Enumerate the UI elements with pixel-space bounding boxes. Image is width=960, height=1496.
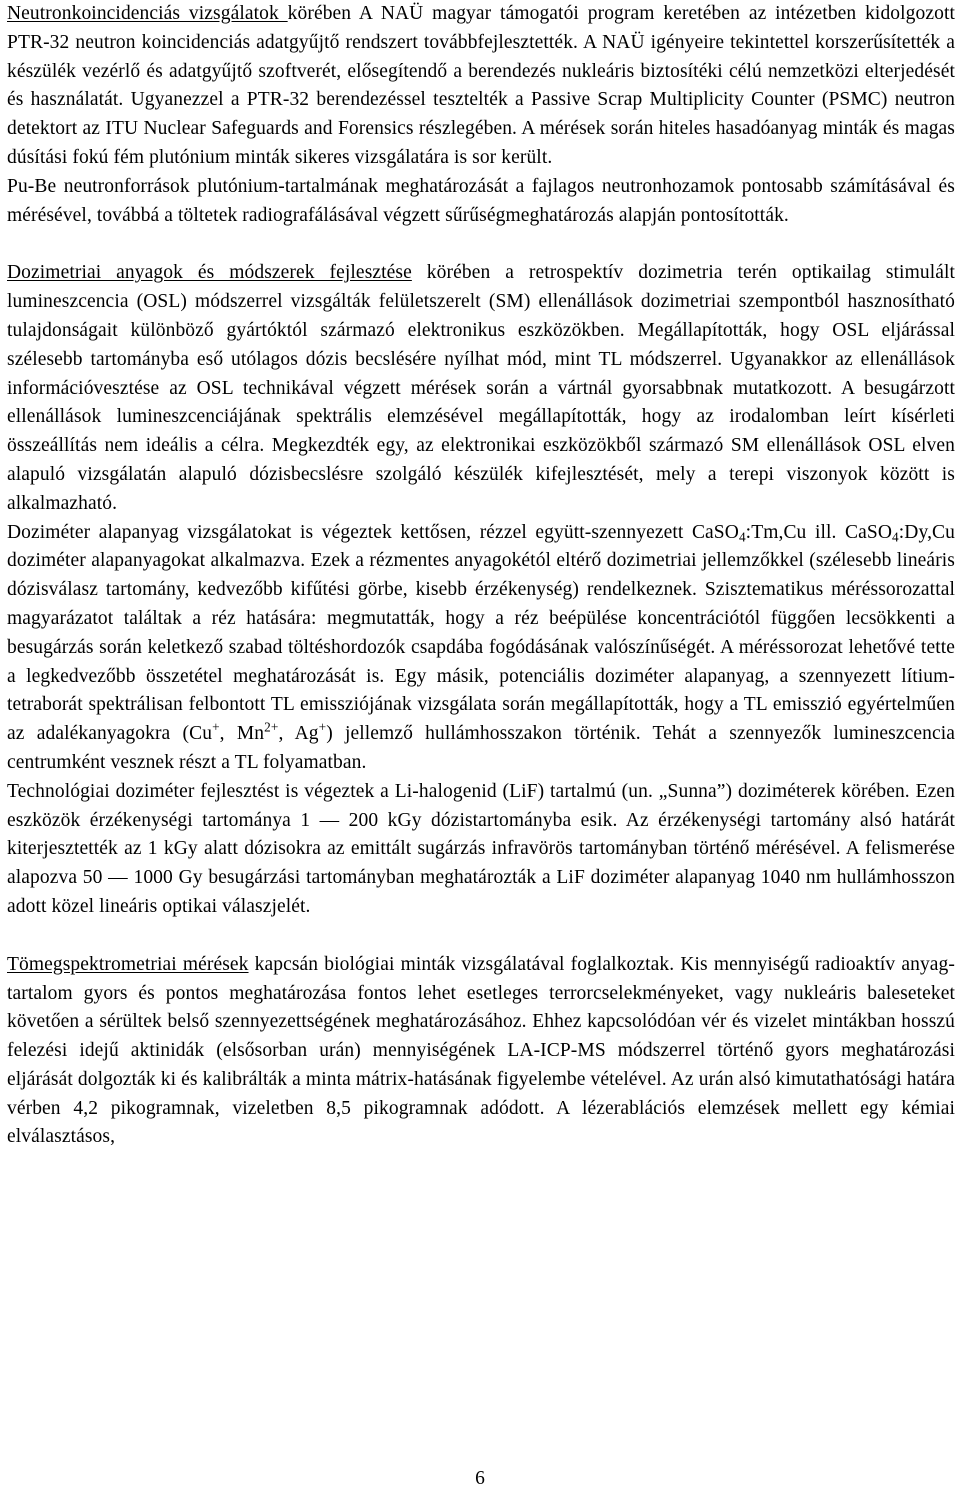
- paragraph-dosimeter-base-materials: [7, 519, 955, 778]
- document-page: [7, 0, 955, 1152]
- paragraph-text: körében a retrospektív dozimetria terén optikailag stimulált lumineszcencia (OSL) módszerrel vizsgálták felületszerelt (SM) ellenállások dozimetriai szempontból hasznosítható tulajdonságait különböző gyártóktól származó elektronikus eszközökben. Megállapították, hogy OSL eljárással szélesebb tartományba eső utólagos dózis becslésére nyílhat mód, mint TL módszerrel. Ugyanakkor az ellenállások információvesztése az OSL technikával végzett mérések során a vártnál gyorsabbnak mutatkozott. A besugárzott ellenállások lumineszcenciájának spektrális elemzésével megállapították, hogy az irodalomban leírt kísérleti összeállítás nem ideális a célra. Megkezdték egy, az elektronikai eszközökből származó SM ellenállások OSL elven alapuló vizsgálatán alapuló dózisbecslésre szolgáló készülék kifejlesztését, mely a terepi viszonyok között is alkalmazható.: [7, 262, 956, 514]
- superscript: 2+: [264, 719, 279, 735]
- paragraph-text: Pu-Be neutronforrások plutónium-tartalmának meghatározását a fajlagos neutronhozamok pontosabb számításával és mérésével, továbbá a töltetek radiografálásával végzett sűrűségmeghatározás alapján pontosították.: [7, 175, 955, 226]
- page-number: 6: [475, 1468, 485, 1489]
- section-heading-neutron-coincidence: Neutronkoincidenciás vizsgálatok: [7, 3, 288, 24]
- superscript: +: [212, 719, 220, 735]
- paragraph-text: kapcsán biológiai minták vizsgálatával foglalkoztak. Kis mennyiségű radioaktív anyag-tartalom gyors és pontos meghatározása fontos lehet esetleges terrorcselekményeket, vagy nukleáris baleseteket követően a sérültek belső szennyezettségének meghatározásához. Ehhez kapcsolódóan vér és vizelet mintákban hosszú felezési idejű aktinidák (elsősorban urán) mennyiségének LA-ICP-MS módszerrel történő gyors meghatározási eljárását dolgozták ki és kalibrálták a minta mátrix-hatásának figyelembe vételével. Az urán alsó kimutathatósági határa vérben 4,2 pikogramnak, vizeletben 8,5 pikogramnak adódott. A lézerablációs elemzések mellett egy kémiai elválasztásos,: [7, 953, 955, 1148]
- paragraph-pu-be-sources: [7, 173, 955, 231]
- paragraph-neutron-coincidence: [7, 0, 955, 173]
- subscript: 4: [738, 528, 746, 544]
- paragraph-text: Technológiai doziméter fejlesztést is végeztek a Li-halogenid (LiF) tartalmú (un. „Sunna”) doziméterek körében. Ezen eszközök érzékenységi tartománya 1 — 200 kGy dózistartományba esik. Az érzékenységi tartomány alsó határát kiterjesztették az 1 kGy alatt dózisokra az emittált sugárzás infravörös tartományban történő mérésével. A felismerése alapozva 50 — 1000 Gy besugárzási tartományban meghatározták a LiF doziméter alapanyag 1040 nm hullámhosszon adott közel lineáris optikai válaszjelét.: [7, 780, 955, 917]
- section-heading-mass-spectrometry: Tömegspektrometriai mérések: [7, 953, 249, 975]
- superscript: +: [318, 719, 327, 735]
- section-heading-dosimetry: Dozimetriai anyagok és módszerek fejlesztése: [7, 262, 412, 284]
- paragraph-technological-dosimeter: [7, 778, 955, 922]
- paragraph-text: Doziméter alapanyag vizsgálatokat is végeztek kettősen, rézzel együtt-szennyezett CaSO: [7, 521, 739, 543]
- paragraph-text: , Ag: [278, 723, 319, 745]
- paragraph-text: ) jellemző hullámhosszakon történik. Tehát a szennyezők lumineszcencia centrumként vesznek részt a TL folyamatban.: [7, 723, 955, 773]
- paragraph-text: , Mn: [219, 723, 265, 745]
- paragraph-text: körében A NAÜ magyar támogatói program keretében az intézetben kidolgozott PTR-32 neutron koincidenciás adatgyűjtő rendszert továbbfejlesztették. A NAÜ igényeire tekintettel korszerűsítették a készülék vezérlő és adatgyűjtő szoftverét, elősegítendő a berendezés nukleáris biztosítéki célú nemzetközi elterjedését és használatát. Ugyanezzel a PTR-32 berendezéssel tesztelték a Passive Scrap Multiplicity Counter (PSMC) neutron detektort az ITU Nuclear Safeguards and Forensics részlegében. A mérések során hiteles hasadóanyag minták és magas dúsítási fokú fém plutónium minták sikeres vizsgálatára is sor került.: [7, 3, 956, 168]
- paragraph-dosimetry-materials: [7, 259, 955, 518]
- paragraph-text: :Tm,Cu ill. CaSO: [745, 521, 893, 543]
- paragraph-text: :Dy,Cu doziméter alapanyagokat alkalmazva. Ezek a rézmentes anyagokétól eltérő dozimetriai jellemzőkkel (szélesebb lineáris dózisválasz tartomány, kedvezőbb kifűtési görbe, kisebb érzékenység) rendelkeznek. Szisztematikus méréssorozattal magyarázatot találtak a réz hatására: megmutatták, hogy a réz beépülése koncentrációtól függően lecsökkenti a besugárzás során keletkező szabad töltéshordozók csapdába fogódásának valószínűségét. A méréssorozat lehetővé tette a legkedvezőbb összetétel meghatározását is. Egy másik, potenciális doziméter alapanyag, a szennyezett lítium-tetraborát spektrálisan felbontott TL emissziójának vizsgálata során megállapították, hogy a TL emisszió egyértelműen az adalékanyagokra (Cu: [7, 521, 955, 745]
- paragraph-mass-spectrometry: [7, 951, 955, 1153]
- subscript: 4: [892, 528, 899, 544]
